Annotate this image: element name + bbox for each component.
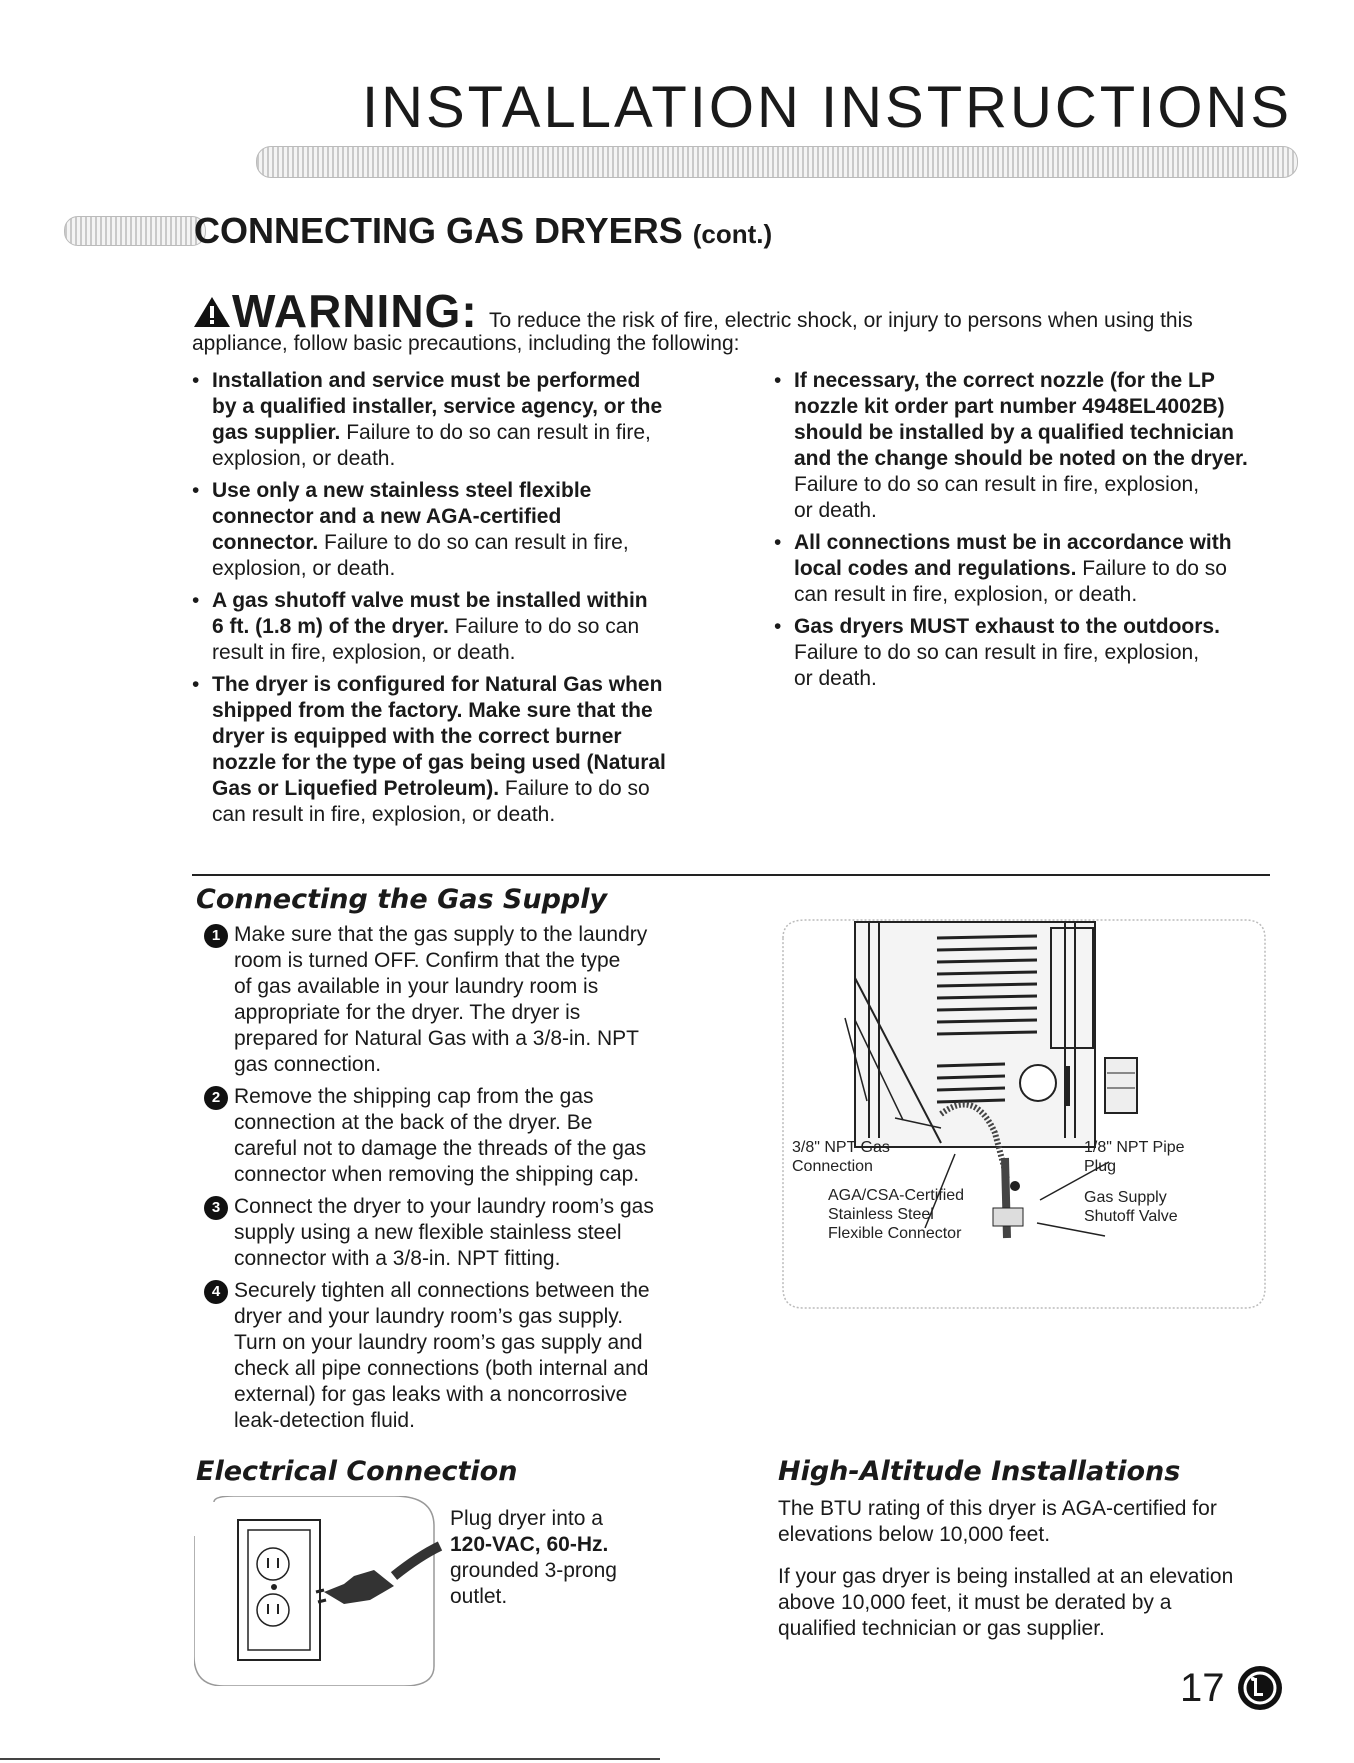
- step-text: of gas available in your laundry room is: [234, 975, 599, 998]
- warning-text: Failure to do so can: [448, 615, 640, 638]
- gas-connection-diagram: [775, 918, 1273, 1312]
- bullet-icon: •: [192, 589, 200, 612]
- warning-text: Failure to do so can result in fire,: [340, 421, 651, 444]
- warning-text: Failure to do so: [499, 777, 650, 800]
- warning-intro-line-1: To reduce the risk of fire, electric shock, or injury to persons when using this: [488, 309, 1193, 332]
- label-aga-connector: AGA/CSA-Certified Stainless Steel Flexible Connector: [828, 1187, 965, 1242]
- warning-text: Failure to do so can result in fire, explosion,: [794, 641, 1200, 664]
- step-number-badge: 3: [204, 1196, 228, 1220]
- gas-supply-heading: Connecting the Gas Supply: [196, 884, 608, 915]
- warning-text: Failure to do so: [1076, 557, 1227, 580]
- bullet-icon: •: [192, 369, 200, 392]
- warning-word: WARNING:: [232, 285, 478, 337]
- warning-bold-text: Installation and service must be performed: [212, 369, 641, 392]
- step-text: connection at the back of the dryer. Be: [234, 1111, 593, 1134]
- warning-item: [774, 530, 1232, 608]
- gas-supply-step: [211, 1278, 704, 1434]
- step-text: appropriate for the dryer. The dryer is: [234, 1001, 581, 1024]
- step-text: external) for gas leaks with a noncorrosive: [234, 1383, 628, 1406]
- warning-bold-text: should be installed by a qualified technician: [794, 421, 1234, 444]
- step-text: prepared for Natural Gas with a 3/8-in. NPT: [234, 1027, 640, 1050]
- warning-item: [774, 368, 1248, 524]
- warning-bold-text: Gas or Liquefied Petroleum).: [212, 777, 500, 800]
- step-text: Make sure that the gas supply to the laundry: [234, 923, 648, 946]
- step-text: check all pipe connections (both internal and: [234, 1357, 649, 1380]
- warning-text: explosion, or death.: [212, 557, 396, 580]
- warning-text: can result in fire, explosion, or death.: [794, 583, 1138, 606]
- bullet-icon: •: [192, 479, 200, 502]
- step-text: Connect the dryer to your laundry room’s gas: [234, 1195, 654, 1218]
- warning-bold-text: The dryer is configured for Natural Gas when: [212, 673, 663, 696]
- warning-text: explosion, or death.: [212, 447, 396, 470]
- step-text: gas connection.: [234, 1053, 382, 1076]
- warning-bold-text: If necessary, the correct nozzle (for the LP: [794, 369, 1215, 392]
- step-number-badge: 2: [204, 1086, 228, 1110]
- bullet-icon: •: [774, 531, 782, 554]
- bullet-icon: •: [774, 615, 782, 638]
- high-altitude-heading: High-Altitude Installations: [778, 1456, 1181, 1487]
- warning-item: [192, 368, 663, 472]
- bullet-icon: •: [192, 673, 200, 696]
- step-text: careful not to damage the threads of the gas: [234, 1137, 647, 1160]
- step-text: connector with a 3/8-in. NPT fitting.: [234, 1247, 561, 1270]
- step-text: Remove the shipping cap from the gas: [234, 1085, 594, 1108]
- section-title-text: CONNECTING GAS DRYERS: [194, 210, 683, 251]
- gas-supply-step: [211, 922, 704, 1078]
- lg-logo-icon: [1236, 1664, 1284, 1712]
- step-text: dryer and your laundry room’s gas supply.: [234, 1305, 624, 1328]
- warning-bold-text: nozzle for the type of gas being used (Natural: [212, 751, 666, 774]
- electrical-text: Plug dryer into a 120-VAC, 60-Hz. grounded 3-prong outlet.: [450, 1507, 617, 1608]
- step-text: Securely tighten all connections between the: [234, 1279, 650, 1302]
- warning-text: Failure to do so can result in fire,: [318, 531, 629, 554]
- warning-bold-text: dryer is equipped with the correct burner: [212, 725, 622, 748]
- step-text: connector when removing the shipping cap.: [234, 1163, 640, 1186]
- section-title-suffix: (cont.): [692, 219, 773, 249]
- title-decorative-bar: [256, 146, 1298, 178]
- page-title: INSTALLATION INSTRUCTIONS: [361, 75, 1293, 140]
- warning-triangle-icon: [192, 295, 232, 329]
- warning-bold-text: by a qualified installer, service agency, or the: [212, 395, 663, 418]
- warning-bold-text: All connections must be in accordance with: [794, 531, 1232, 554]
- bottom-edge-line: [0, 1758, 660, 1760]
- electrical-heading: Electrical Connection: [196, 1456, 518, 1487]
- step-number-badge: 1: [204, 924, 228, 948]
- warning-text: Failure to do so can result in fire, explosion,: [794, 473, 1200, 496]
- warning-bold-text: and the change should be noted on the dryer.: [794, 447, 1248, 470]
- bullet-icon: •: [774, 369, 782, 392]
- warning-item: [192, 478, 629, 582]
- gas-supply-step: [211, 1084, 704, 1188]
- step-text: supply using a new flexible stainless steel: [234, 1221, 622, 1244]
- warning-bold-text: Use only a new stainless steel flexible: [212, 479, 592, 502]
- label-shutoff-valve: Gas Supply Shutoff Valve: [1084, 1189, 1178, 1225]
- warning-bold-text: A gas shutoff valve must be installed within: [212, 589, 648, 612]
- warning-bold-text: shipped from the factory. Make sure that the: [212, 699, 653, 722]
- warning-item: [192, 672, 666, 828]
- section-decorative-pill: [64, 216, 206, 246]
- step-text: room is turned OFF. Confirm that the type: [234, 949, 621, 972]
- warning-item: [774, 614, 1220, 692]
- warning-text: or death.: [794, 667, 877, 690]
- step-text: leak-detection fluid.: [234, 1409, 415, 1432]
- warning-bold-text: Gas dryers MUST exhaust to the outdoors.: [794, 615, 1220, 638]
- warning-bold-text: local codes and regulations.: [794, 557, 1077, 580]
- warning-intro: [192, 284, 1272, 338]
- warning-intro-line-2: appliance, follow basic precautions, including the following:: [192, 332, 740, 355]
- warning-text: can result in fire, explosion, or death.: [212, 803, 556, 826]
- page-number: 17: [1180, 1666, 1225, 1710]
- step-text: Turn on your laundry room’s gas supply and: [234, 1331, 643, 1354]
- warning-bold-text: 6 ft. (1.8 m) of the dryer.: [212, 615, 449, 638]
- label-npt-gas-connection: 3/8" NPT Gas Connection: [792, 1139, 890, 1175]
- warning-bold-text: gas supplier.: [212, 421, 341, 444]
- warning-text: or death.: [794, 499, 877, 522]
- gas-supply-step: [211, 1194, 704, 1272]
- warning-bold-text: connector and a new AGA-certified: [212, 505, 562, 528]
- warning-bold-text: connector.: [212, 531, 319, 554]
- high-altitude-paragraph-1: The BTU rating of this dryer is AGA-certified for elevations below 10,000 feet.: [778, 1497, 1217, 1546]
- warning-item: [192, 588, 648, 666]
- warning-bold-text: nozzle kit order part number 4948EL4002B): [794, 395, 1225, 418]
- step-number-badge: 4: [204, 1280, 228, 1304]
- high-altitude-paragraph-2: If your gas dryer is being installed at an elevation above 10,000 feet, it must be derated by a qualified technician or gas supplier.: [778, 1565, 1234, 1640]
- label-pipe-plug: 1/8" NPT Pipe Plug: [1084, 1139, 1185, 1175]
- section-title: [194, 210, 772, 252]
- warning-text: result in fire, explosion, or death.: [212, 641, 516, 664]
- outlet-plug-illustration: [194, 1496, 444, 1686]
- section-divider: [192, 874, 1270, 876]
